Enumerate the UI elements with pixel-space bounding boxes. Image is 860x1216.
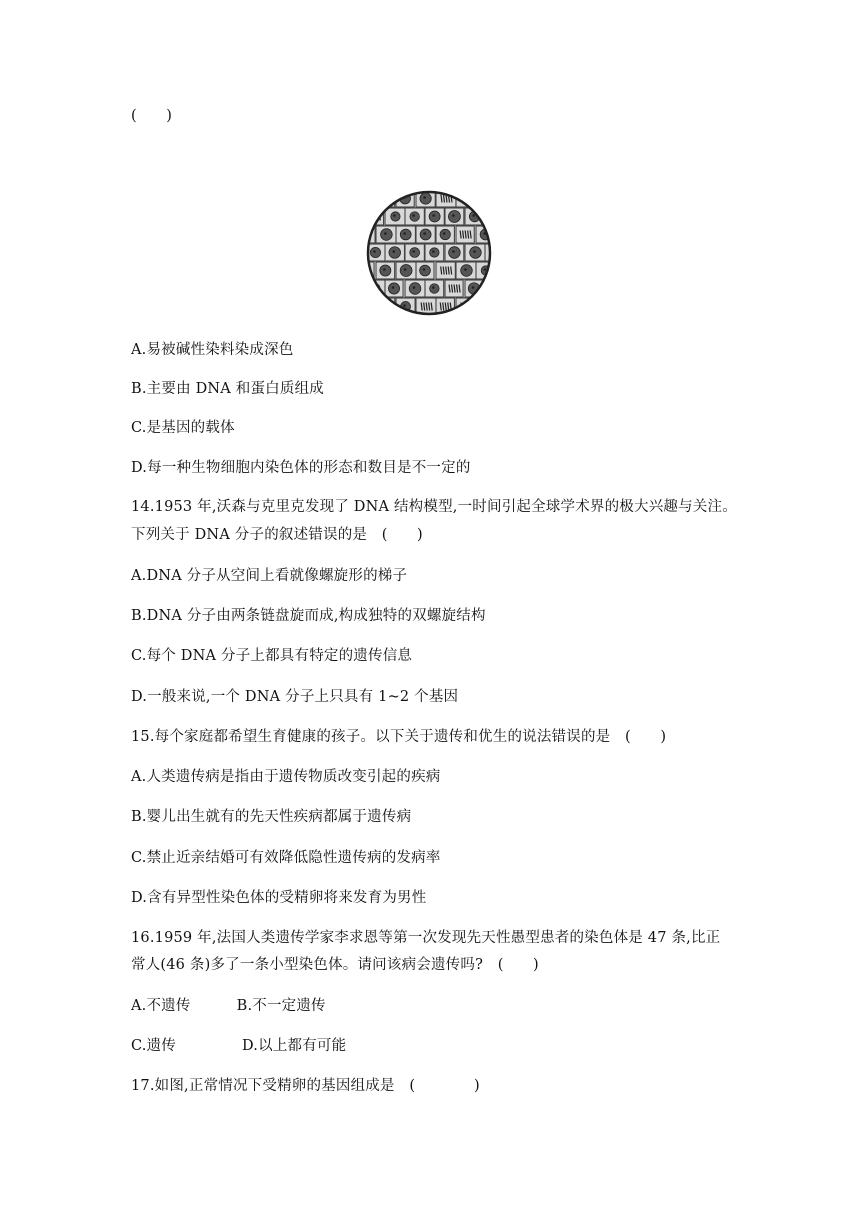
q15-option-b: B.婴儿出生就有的先天性疾病都属于遗传病 <box>131 809 412 825</box>
cell-figure <box>366 190 492 316</box>
q17-stem: 17.如图,正常情况下受精卵的基因组成是 ( ) <box>131 1078 480 1094</box>
q13-stem-tail: ( ) <box>131 108 173 124</box>
q14-option-a: A.DNA 分子从空间上看就像螺旋形的梯子 <box>131 568 408 584</box>
q13-option-b: B.主要由 DNA 和蛋白质组成 <box>131 381 324 397</box>
q13-option-d: D.每一种生物细胞内染色体的形态和数目是不一定的 <box>131 460 471 476</box>
q13-option-a: A.易被碱性染料染成深色 <box>131 342 294 358</box>
q16-option-c: C.遗传 <box>131 1038 176 1054</box>
q14-stem-line1: 14.1953 年,沃森与克里克发现了 DNA 结构模型,一时间引起全球学术界的极大兴趣与关注。 <box>131 499 737 515</box>
q16-option-a: A.不遗传 <box>131 998 191 1014</box>
q15-option-c: C.禁止近亲结婚可有效降低隐性遗传病的发病率 <box>131 850 441 866</box>
q14-option-c: C.每个 DNA 分子上都具有特定的遗传信息 <box>131 648 413 664</box>
q16-options-row1 <box>131 996 326 1016</box>
q16-stem-line2: 常人(46 条)多了一条小型染色体。请问该病会遗传吗? ( ) <box>131 957 539 973</box>
q14-option-d: D.一般来说,一个 DNA 分子上只具有 1~2 个基因 <box>131 689 459 705</box>
q16-option-b: B.不一定遗传 <box>236 998 326 1014</box>
q15-stem: 15.每个家庭都希望生育健康的孩子。以下关于遗传和优生的说法错误的是 ( ) <box>131 729 667 745</box>
microscope-cell-view-icon <box>366 190 492 316</box>
q16-stem-line1: 16.1959 年,法国人类遗传学家李求恩等第一次发现先天性愚型患者的染色体是 47 条,比正 <box>131 930 721 946</box>
q13-option-c: C.是基因的载体 <box>131 420 235 436</box>
q14-stem-line2: 下列关于 DNA 分子的叙述错误的是 ( ) <box>131 527 423 543</box>
q16-options-row2 <box>131 1036 346 1056</box>
q14-option-b: B.DNA 分子由两条链盘旋而成,构成独特的双螺旋结构 <box>131 608 486 624</box>
q16-option-d: D.以上都有可能 <box>242 1038 347 1054</box>
q15-option-d: D.含有异型性染色体的受精卵将来发育为男性 <box>131 890 427 906</box>
q15-option-a: A.人类遗传病是指由于遗传物质改变引起的疾病 <box>131 769 441 785</box>
